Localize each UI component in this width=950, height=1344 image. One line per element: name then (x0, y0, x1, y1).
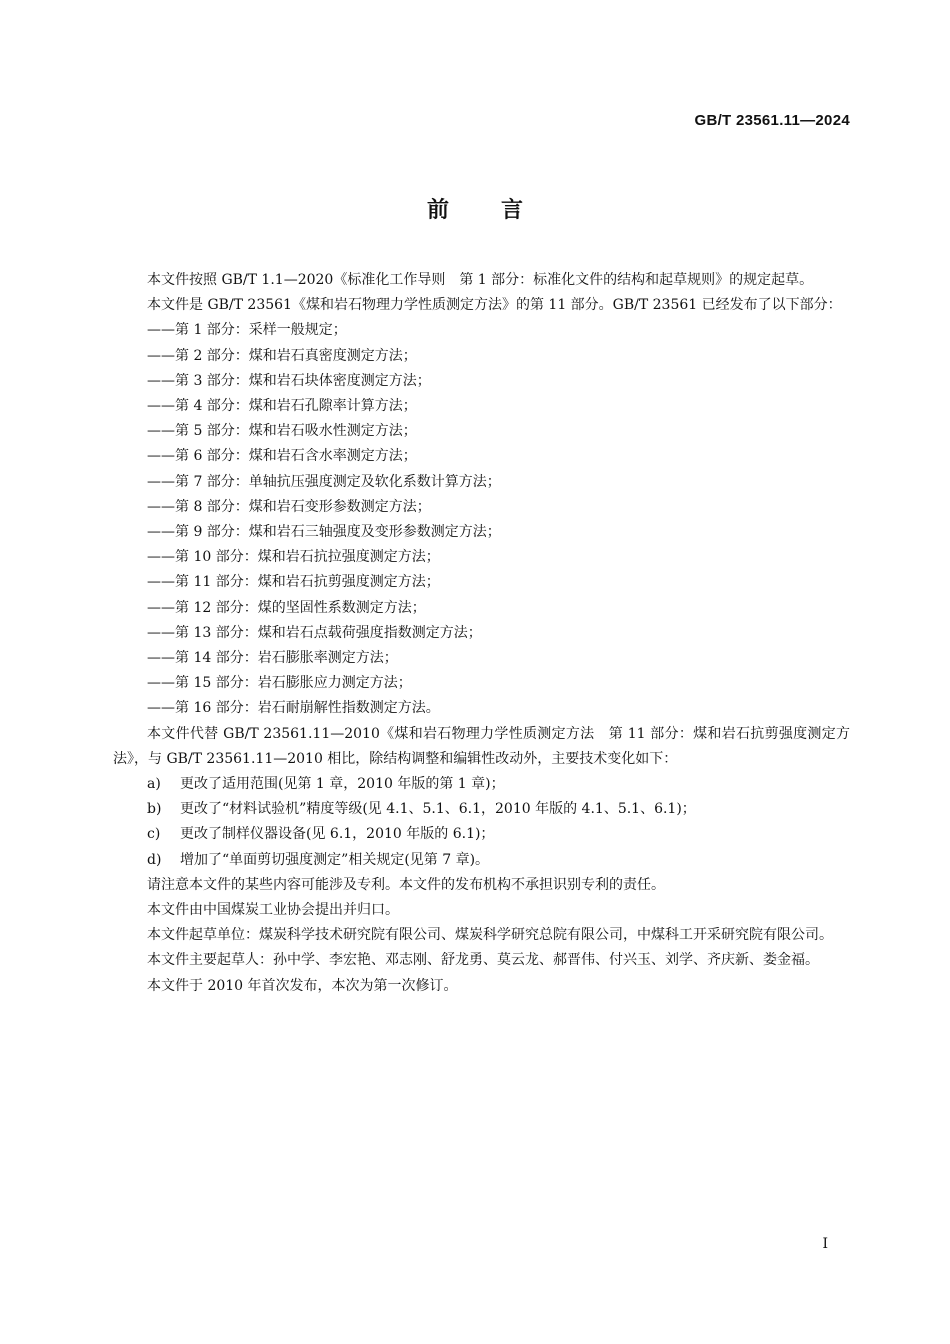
list-item: ——第 14 部分：岩石膨胀率测定方法； (147, 650, 398, 667)
list-item: ——第 1 部分：采样一般规定； (147, 322, 347, 339)
page-title: 前言 (426, 198, 575, 223)
change-item (113, 797, 850, 822)
page-number: I (822, 1236, 828, 1252)
list-item: ——第 8 部分：煤和岩石变形参数测定方法； (147, 498, 431, 515)
intro-paragraph-1: 本文件按照 GB/T 1.1—2020《标准化工作导则 第 1 部分：标准化文件的结构和起草规则》的规定起草。 (147, 272, 814, 288)
change-item (113, 822, 850, 847)
patent-notice: 请注意本文件的某些内容可能涉及专利。本文件的发布机构不承担识别专利的责任。 (147, 876, 665, 893)
change-label: a) (147, 776, 161, 793)
drafting-units-paragraph: 本文件起草单位：煤炭科学技术研究院有限公司、煤炭科学研究总院有限公司，中煤科工开采研究院有限公司。 (147, 927, 833, 944)
list-item: ——第 10 部分：煤和岩石抗拉强度测定方法； (147, 549, 440, 566)
list-item: ——第 16 部分：岩石耐崩解性指数测定方法。 (147, 700, 440, 717)
list-item: ——第 9 部分：煤和岩石三轴强度及变形参数测定方法； (147, 524, 501, 541)
change-text: 增加了“单面剪切强度测定”相关规定(见第 7 章)。 (180, 851, 490, 868)
change-text: 更改了适用范围(见第 1 章，2010 年版的第 1 章)； (180, 776, 505, 793)
history-paragraph: 本文件于 2010 年首次发布，本次为第一次修订。 (147, 977, 458, 994)
change-label: b) (147, 801, 162, 818)
change-label: d) (147, 851, 162, 868)
change-item (113, 848, 850, 873)
list-item: ——第 13 部分：煤和岩石点载荷强度指数测定方法； (147, 624, 482, 641)
list-item: ——第 15 部分：岩石膨胀应力测定方法； (147, 675, 412, 692)
list-item: ——第 12 部分：煤的坚固性系数测定方法； (147, 599, 426, 616)
intro-paragraph-2: 本文件是 GB/T 23561《煤和岩石物理力学性质测定方法》的第 11 部分。GB/T 23561 已经发布了以下部分： (147, 297, 842, 314)
change-text: 更改了“材料试验机”精度等级(见 4.1、5.1、6.1，2010 年版的 4.1、5.1、6.1)； (180, 801, 696, 818)
list-item: ——第 6 部分：煤和岩石含水率测定方法； (147, 448, 417, 465)
proposer-paragraph: 本文件由中国煤炭工业协会提出并归口。 (147, 902, 399, 919)
change-text: 更改了制样仪器设备(见 6.1，2010 年版的 6.1)； (180, 826, 495, 843)
drafters-paragraph: 本文件主要起草人：孙中学、李宏艳、邓志刚、舒龙勇、莫云龙、郝晋伟、付兴玉、刘学、齐庆新、娄金福。 (147, 952, 819, 969)
change-label: c) (147, 826, 161, 843)
replace-paragraph: 本文件代替 GB/T 23561.11—2010《煤和岩石物理力学性质测定方法 第 11 部分：煤和岩石抗剪强度测定方法》，与 GB/T 23561.11—2010 相比，除结构调整和编辑性改动外，主要技术变化如下： (113, 725, 850, 767)
list-item: ——第 4 部分：煤和岩石孔隙率计算方法； (147, 398, 417, 415)
foreword-body (113, 268, 850, 999)
list-item: ——第 7 部分：单轴抗压强度测定及软化系数计算方法； (147, 473, 501, 490)
list-item: ——第 3 部分：煤和岩石块体密度测定方法； (147, 372, 431, 389)
standard-number: GB/T 23561.11—2024 (694, 112, 850, 129)
list-item: ——第 5 部分：煤和岩石吸水性测定方法； (147, 423, 417, 440)
list-item: ——第 11 部分：煤和岩石抗剪强度测定方法； (147, 574, 440, 591)
parts-list (113, 318, 850, 721)
change-item (113, 772, 850, 797)
changes-list (113, 772, 850, 873)
list-item: ——第 2 部分：煤和岩石真密度测定方法； (147, 347, 417, 364)
